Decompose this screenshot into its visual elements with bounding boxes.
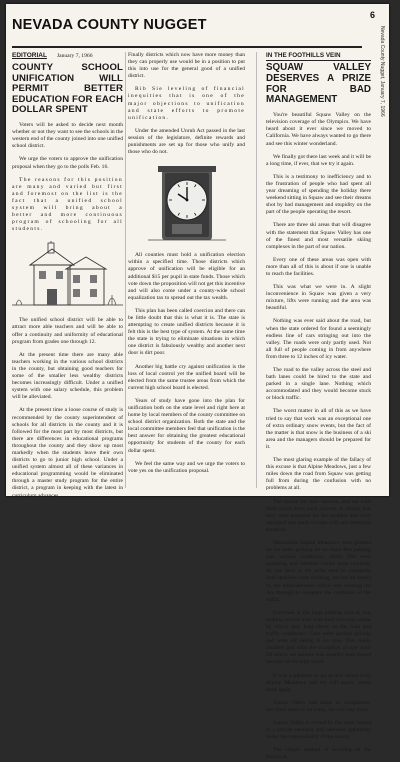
editorial-paragraph: We feel the same way and we urge the voters to vote yes on the unification proposal. [128, 460, 245, 474]
editorial-paragraph: The unified school district will be able to attract more able teachers and will be able to offer a continuity and uniformity of educational program from grades one through 12. [12, 317, 123, 345]
foothills-paragraph: Everyone at the large parking area to was making several trips with their two-way radios by which they kept check on the road and traffic conditions. Cars were parked quickly and were off skiing in no time. This really clarifies just what the exception of one chair lift which we assume was wealthy kept closed because of the high winds. [266, 609, 371, 666]
foothills-paragraph: The reason for their success, and we wish them much more such success, is simply that they were prepared for the weather and were equipped and ready to cope with any emerging situation. [266, 498, 371, 533]
foothills-column [266, 52, 371, 761]
editorial-paragraph: Under the amended Unruh Act passed in the last session of the legislature, definite rewards and punishments are set up for those who unify and those who do not. [128, 127, 245, 156]
clock-illustration [128, 162, 245, 246]
foothills-paragraph: The road to the valley across the steel and bath lanes could be hired to the state and parked in a single lane. Nothing which accommodated and they would become stuck or block traffic. [266, 367, 371, 402]
foothills-paragraph: Every one of these areas was open with more than all of this is about if one is unable to reach the facilities. [266, 256, 371, 277]
editorial-paragraph: Voters will be asked to decide next month whether or not they want to see the schools in the western end of the county joined into one unified school district. [12, 122, 123, 150]
foothills-paragraph: We finally got there last week and it will be a long time, if ever, that we try it again. [266, 153, 371, 167]
editorial-paragraph: The reasons for this position are many and varied but first and foremost on the list is the fact that a unified school system will bring about a better and more continuous program of schooling for all students. [12, 176, 123, 233]
school-building-illustration [12, 239, 123, 311]
editorial-paragraph: Another big battle cry against unification is the loss of local control yet the unified board will be elected from the same trustee areas from which the current high school board is elected. [128, 363, 245, 391]
masthead-title: NEVADA COUNTY NUGGET [12, 17, 207, 33]
editorial-paragraph: Finally districts which now have more money than they can properly use would be in a position to put this into use for the general good of a unified district. [128, 52, 245, 80]
newspaper-page [6, 4, 389, 761]
foothills-paragraph: Nothing was ever said about the road, but when the state ordered for found a seemingly endless line of cars stringing out into the valley. The roads were only partly used. Not all full of people coming in from anywhere from three to 12 inches of icy water. [266, 318, 371, 360]
editorial-column-2 [128, 52, 245, 488]
editorial-paragraph: We urge the voters to approve the unification proposal when they go to the polls Feb. 16. [12, 156, 123, 170]
foothills-paragraph: It was a pleasure to go to and return from Alpine Meadows and we will surely return there again. [266, 672, 371, 693]
foothills-headline: SQUAW VALLEY DESERVES A PRIZE FOR BAD MANAGEMENT [266, 62, 371, 106]
foothills-paragraph: There are three ski areas that will disagree with the statement that Squaw Valley has one of the finest and most versatile skiing complexes in the part of our nation. [266, 222, 371, 250]
foothills-paragraph: The simple method of avoiding all the fiascos at [266, 747, 371, 761]
page-number: 6 [370, 10, 376, 20]
foothills-paragraph: You're beautiful Squaw Valley on the television coverage of the Olympics. We have heard about it ever since we moved to California. We have always wanted to go there and see this winter wonderland. [266, 112, 371, 147]
masthead [12, 12, 362, 48]
column-rule [125, 52, 126, 488]
foothills-kicker: IN THE FOOTHILLS VEIN [266, 52, 371, 61]
foothills-paragraph: Squaw Valley is owned by the state, leased to a private operator and operated apparently under the responsibility of the county. [266, 720, 371, 741]
editorial-date: January 7, 1966 [56, 53, 93, 59]
foothills-paragraph: Meanwhile Alpine Meadows were granted on the main parking lot so chain-free parking was without conditions, which lifts were operating and whether chains were required. At one desk in the write used to constantly loud speakers were working, we had all seated by the administration which was wanting the day through to complete the confusion of the traffic. [266, 539, 371, 603]
editorial-paragraph: Years of study have gone into the plan for unification both on the state level and right here at home by local members of the county committee on school district organization. Both the state and the local committee members feel that unification is the best answer for obtaining the greatest educational opportunity for students of the county for each dollar spent. [128, 397, 245, 454]
editorial-kicker: EDITORIAL [12, 52, 47, 59]
editorial-paragraph: At the present time there are many able teachers working in the various school districts in the county, but obtaining good teachers for some of the smaller less wealthy districts becomes increasingly difficult. Under a unified system with one salary schedule, this problem will be alleviated. [12, 351, 123, 401]
foothills-paragraph: The worst matter in all of this as we have tried to say that work was an exceptional one of extra ordinary snow events, but the fact of the matter is that snow is the business of a ski area and the managers should be prepared for it. [266, 408, 371, 450]
column-rule [256, 52, 257, 488]
foothills-paragraph: This is a testimony to inefficiency and to the frustration of people who had spent all year dreaming of spending the holiday there weekend sitting in Squaw and see their dreams shot by bad management and stupidity on the part of the people operating the resort. [266, 173, 371, 216]
spine-text: Nevada County Nugget, January 7, 1966 [379, 26, 385, 117]
editorial-paragraph: This plan has been called coercion and there can be little doubt that this is what it is. The state is attempting to create unified districts because it is felt this is the best type of system. At the same time the state is trying to eliminate situations in which one district is fabulously wealthy and another next door is dirt poor. [128, 307, 245, 357]
foothills-paragraph: Squaw Valley had made its complacent, and there seem to be many, we will stay away. [266, 699, 371, 713]
editorial-headline: COUNTY SCHOOL UNIFICATION WILL PERMIT BETTER EDUCATION FOR EACH DOLLAR SPENT [12, 62, 123, 116]
foothills-paragraph: The most glaring example of the fallacy of this excuse is that Alpine Meadows, just a few miles down the road from Squaw was getting full from during the confusion with no problems at all. [266, 457, 371, 492]
editorial-paragraph: Rib Sie leveling of financial inequities that is one of the major objections to unification and state efforts to promote unification. [128, 86, 245, 121]
foothills-paragraph: This was what we were in. A slight inconvenience in Squaw was given a very mixture, lifts were running and the area was beautiful. [266, 284, 371, 312]
editorial-column-1 [12, 52, 123, 499]
editorial-paragraph: All counties must hold a unification election within a specified time. Those districts which approve of unification will be eligible for an additional $15 per pupil in state funds. Those which vote down the proposition will not get this incentive and will also come under a county-wide school equalization tax to spread out the tax wealth. [128, 252, 245, 301]
spine-strip [374, 26, 388, 176]
editorial-paragraph: At the present time a loose course of study is recommended by the county superintendent of schools for all districts in the county and it is followed for the most part by most districts, but there are differences in educational programs throughout the county and they show up most markedly when the students leave their own districts to go to junior high school. Under a unified system almost all of these variances in educational programming would be eliminated through a master study program for the entire district, a program in keeping with the latest in curriculum advances. [12, 407, 123, 499]
